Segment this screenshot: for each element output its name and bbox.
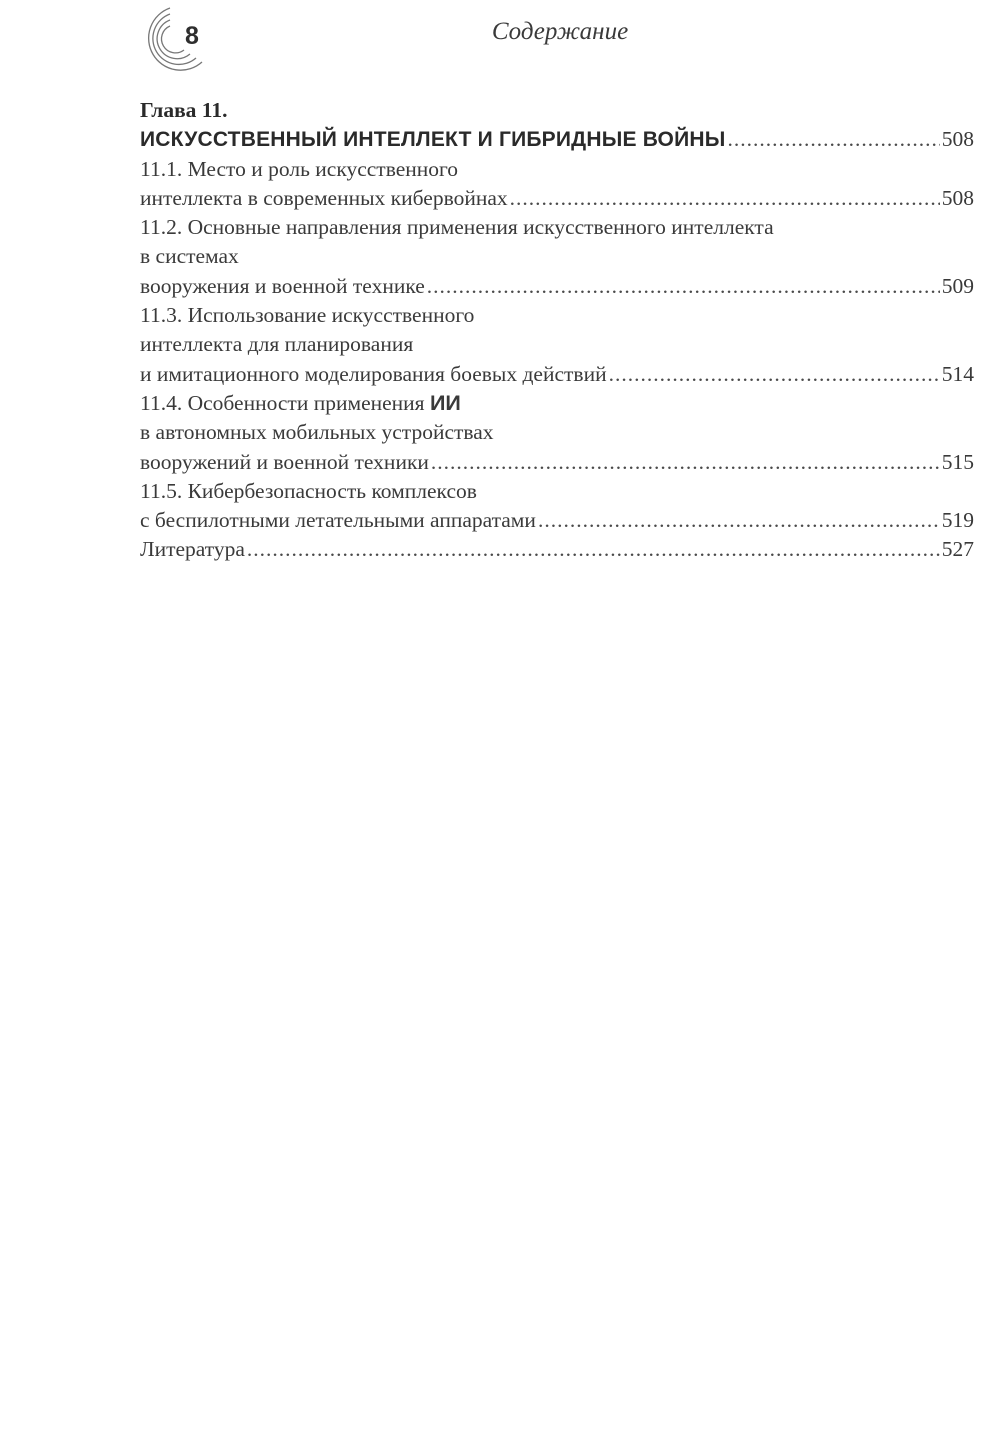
entry-text: 11.2. Основные направления применения искусственного интеллекта (140, 215, 774, 240)
toc-entry-line[interactable] (140, 418, 974, 447)
page-ref: 519 (941, 508, 974, 533)
toc-entry-line[interactable] (140, 155, 974, 184)
toc-entry-line[interactable] (140, 184, 974, 213)
entry-text: в автономных мобильных устройствах (140, 420, 494, 445)
entry-text: 11.5. Кибербезопасность комплексов (140, 478, 477, 503)
chapter-label-line (140, 96, 974, 125)
toc-entry-line[interactable] (140, 506, 974, 535)
dot-leader (510, 184, 940, 213)
toc-entry-line[interactable] (140, 272, 974, 301)
chapter-label: Глава 11. (140, 98, 228, 122)
page-number: 8 (185, 22, 199, 50)
running-head: Содержание (491, 18, 629, 45)
toc-entry-line[interactable] (140, 389, 974, 418)
page-ref: 509 (941, 273, 974, 298)
entry-text: и имитационного моделирования боевых действий (140, 361, 607, 386)
toc-entry-line[interactable] (140, 213, 974, 242)
page-ref: 508 (941, 127, 974, 152)
toc-entry-line[interactable] (140, 242, 974, 271)
ai-abbreviation: ИИ (429, 390, 461, 415)
entry-text: 11.3. Использование искусственного (140, 303, 475, 328)
dot-leader (431, 448, 940, 477)
dot-leader (247, 535, 940, 564)
entry-text: в системах (140, 244, 239, 269)
toc-entry-line[interactable] (140, 360, 974, 389)
entry-text: вооружений и военной техники (140, 449, 429, 474)
toc-entry-line[interactable] (140, 477, 974, 506)
entry-text: 11.1. Место и роль искусственного (140, 156, 459, 181)
toc-entry-literature[interactable] (140, 535, 974, 564)
toc-entry-chapter[interactable] (140, 125, 974, 154)
entry-text: вооружения и военной технике (140, 273, 425, 298)
entry-text: интеллекта в современных кибервойнах (140, 185, 508, 210)
page-ref: 508 (941, 185, 974, 210)
page-ref: 527 (941, 537, 974, 562)
toc-entry-line[interactable] (140, 448, 974, 477)
page-ref: 515 (941, 449, 974, 474)
entry-text: интеллекта для планирования (140, 332, 414, 357)
toc-entry-line[interactable] (140, 301, 974, 330)
table-of-contents (140, 96, 974, 565)
entry-text-part: 11.4. Особенности применения (140, 390, 430, 415)
dot-leader (609, 360, 940, 389)
dot-leader (538, 506, 940, 535)
entry-text (140, 389, 461, 418)
dot-leader (427, 272, 940, 301)
dot-leader (728, 125, 940, 154)
toc-entry-line[interactable] (140, 330, 974, 359)
chapter-title: ИСКУССТВЕННЫЙ ИНТЕЛЛЕКТ И ГИБРИДНЫЕ ВОЙНЫ (140, 128, 726, 152)
entry-text: Литература (140, 537, 245, 562)
page-ref: 514 (941, 361, 974, 386)
entry-text: с беспилотными летательными аппаратами (140, 508, 536, 533)
